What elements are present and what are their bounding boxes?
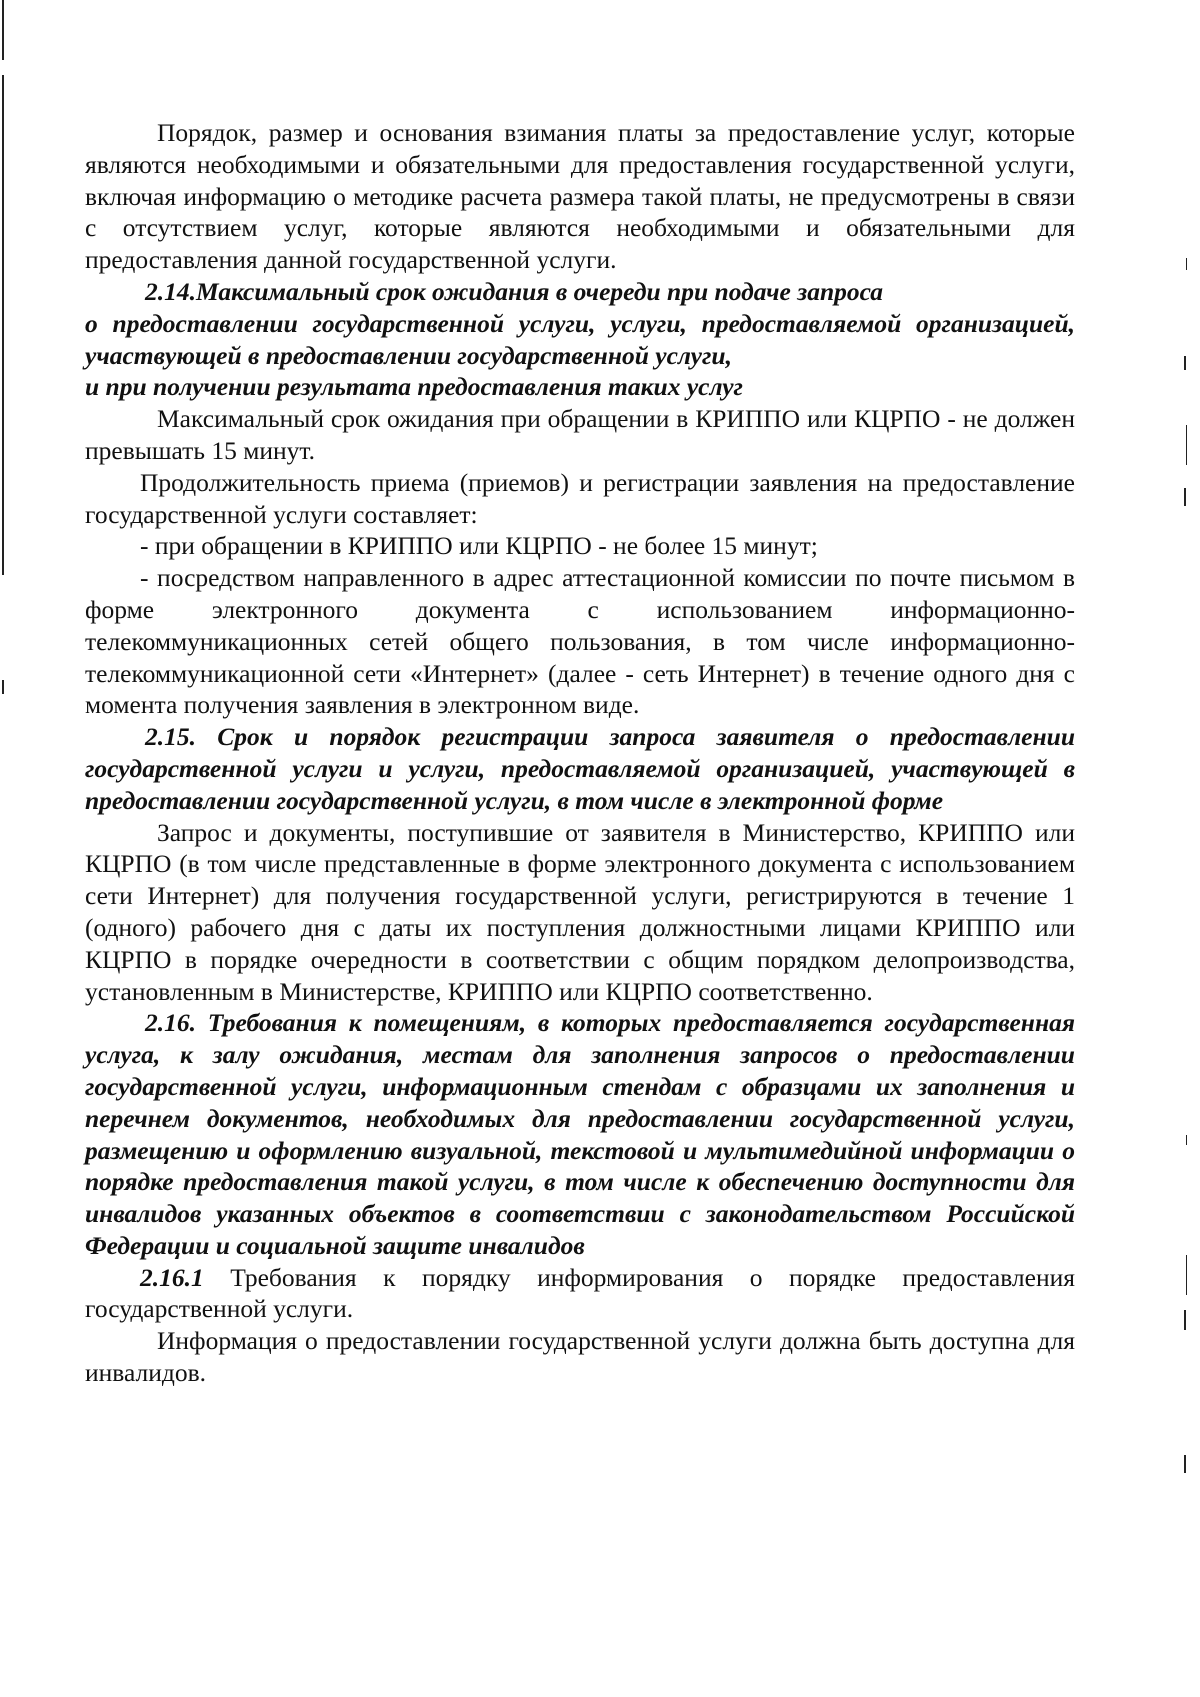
paragraph-duration: Продолжительность приема (приемов) и регистрации заявления на предоставление государственной услуги составляет: (85, 467, 1075, 529)
list-item-electronic: - посредством направленного в адрес аттестационной комиссии по почте письмом в форме электронного документа с использованием информационно-телекоммуникационных сетей общего пользования, в том числе информационно-телекоммуникационной сети «Интернет» (далее - сеть Интернет) в течение одного дня с момента получения заявления в электронном виде. (85, 563, 1075, 720)
paragraph-2-16-1 (85, 1262, 1075, 1326)
scan-edge-mark-right-5 (1186, 1135, 1187, 1145)
section-heading-2-16: 2.16. Требования к помещениям, в которых предоставляется государственная услуга, к залу ожидания, местам для заполнения запросов о предоставлении государственной услуги, информационным стендам с образцами их заполнения и перечнем документов, необходимых для предоставлении государственной услуги, размещению и оформлению визуальной, текстовой и мультимедийной информации о порядке предоставления такой услуги, в том числе к обеспечению доступности для инвалидов указанных объектов в соответствии с законодательством Российской Федерации и социальной защите инвалидов (85, 1008, 1075, 1260)
paragraph-payment: Порядок, размер и основания взимания платы за предоставление услуг, которые являются необходимыми и обязательными для предоставления государственной услуги, включая информацию о методике расчета размера такой платы, не предусмотрены в связи с отсутствием услуг, которые являются необходимыми и обязательными для предоставления данной государственной услуги. (85, 118, 1075, 275)
document-body (85, 117, 1075, 1389)
scan-edge-mark-right-4 (1184, 488, 1186, 506)
paragraph-registration: Запрос и документы, поступившие от заявителя в Министерство, КРИППО или КЦРПО (в том числе представленные в форме электронного документа с использованием сети Интернет) для получения государственной услуги, регистрируются в течение 1 (одного) рабочего дня с даты их поступления должностными лицами КРИППО или КЦРПО в порядке очередности в соответствии с общим порядком делопроизводства, установленным в Министерстве, КРИППО или КЦРПО соответственно. (85, 817, 1075, 1006)
section-heading-2-15: 2.15. Срок и порядок регистрации запроса заявителя о предоставлении государственной услуги и услуги, предоставляемой организацией, участвующей в предоставлении государственной услуги, в том числе в электронной форме (85, 722, 1075, 815)
scan-edge-mark-right-2 (1184, 356, 1186, 370)
list-item-visit: - при обращении в КРИППО или КЦРПО - не более 15 минут; (140, 531, 818, 561)
scan-edge-mark-right-6 (1186, 1255, 1187, 1295)
paragraph-wait-time: Максимальный срок ожидания при обращении в КРИППО или КЦРПО - не должен превышать 15 минут. (85, 404, 1075, 465)
scan-edge-mark-left-3 (2, 680, 4, 694)
heading-2-14-line-2: о предоставлении государственной услуги, услуги, предоставляемой организацией, участвующей в предоставлении государственной услуги, (85, 308, 1075, 370)
scan-edge-mark-left-1 (2, 0, 4, 60)
clause-number-2-16-1: 2.16.1 (140, 1262, 204, 1292)
scan-edge-mark-right-3 (1186, 425, 1187, 465)
heading-2-14-line-3: и при получении результата предоставления таких услуг (85, 372, 743, 402)
paragraph-accessibility: Информация о предоставлении государственной услуги должна быть доступна для инвалидов. (85, 1326, 1075, 1388)
scan-edge-mark-right-7 (1184, 1310, 1186, 1330)
heading-2-14-line-1: 2.14.Максимальный срок ожидания в очереди при подаче запроса (145, 276, 884, 306)
clause-text-2-16-1: Требования к порядку информирования о порядке предоставления государственной услуги. (85, 1262, 1075, 1324)
scan-edge-mark-right-8 (1184, 1455, 1186, 1473)
scan-edge-mark-right-1 (1186, 258, 1187, 270)
section-heading-2-14 (85, 276, 1075, 403)
scan-edge-mark-left-2 (2, 75, 4, 575)
